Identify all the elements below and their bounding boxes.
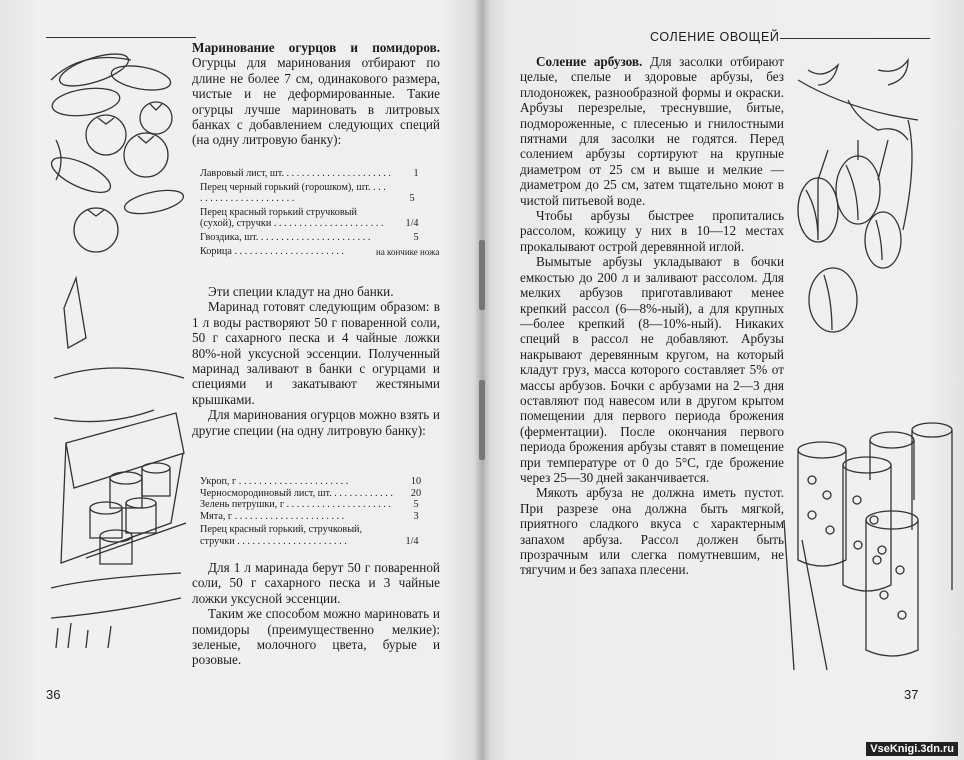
right-page-number: 37 bbox=[904, 687, 919, 702]
recipe-name: Перец красный горький стручковый (сухой), стручки . . . bbox=[200, 207, 390, 230]
recipe-row bbox=[200, 511, 438, 523]
recipe-amount: на кончике ножа bbox=[376, 247, 440, 258]
recipe-amount: 1/4 bbox=[405, 535, 419, 547]
recipe-row bbox=[200, 246, 438, 258]
left-top-rule bbox=[46, 37, 196, 38]
recipe-name: Перец красный горький, стручковый, стручки . . . bbox=[200, 524, 390, 547]
recipe-row bbox=[200, 524, 438, 547]
recipe-amount: 5 bbox=[413, 231, 419, 243]
left-paragraph-6: Таким же способом можно мариновать и помидоры (преимущественно мелкие): зеленые, молочного цвета, бурые и розовые. bbox=[192, 606, 440, 668]
left-page-number: 36 bbox=[46, 687, 61, 702]
watermark: VseKnigi.3dn.ru bbox=[866, 742, 958, 756]
recipe-name: Укроп, г . . . bbox=[200, 476, 394, 488]
recipe-amount: 1/4 bbox=[405, 218, 419, 230]
left-text-block-3 bbox=[192, 560, 440, 668]
recipe-row bbox=[200, 232, 438, 244]
left-text-block-1 bbox=[192, 40, 440, 148]
left-paragraph-4: Для маринования огурцов можно взять и другие специи (на одну литровую банку): bbox=[192, 407, 440, 438]
garden-jars-illustration bbox=[46, 268, 186, 668]
binding-stitch bbox=[479, 380, 485, 460]
recipe-name: Корица . . . bbox=[200, 246, 376, 258]
recipe-table-2 bbox=[200, 476, 438, 548]
preserve-jars-illustration bbox=[782, 420, 962, 680]
right-top-rule bbox=[780, 38, 930, 39]
right-page bbox=[482, 0, 964, 760]
recipe-row bbox=[200, 488, 438, 500]
recipe-amount: 1 bbox=[413, 168, 419, 179]
recipe-row bbox=[200, 499, 438, 511]
recipe-name: Лавровый лист, шт. . . . bbox=[200, 168, 394, 180]
running-head: СОЛЕНИЕ ОВОЩЕЙ bbox=[650, 30, 780, 44]
left-paragraph-2: Эти специи кладут на дно банки. bbox=[208, 284, 394, 299]
right-paragraph-2: Чтобы арбузы быстрее пропитались рассолом, кожицу у них в 10—12 местах прокалывают острой деревянной иглой. bbox=[520, 208, 784, 254]
recipe-amount: 10 bbox=[410, 476, 422, 487]
right-paragraph-1: Для засолки отбирают целые, спелые и здоровые арбузы, без плодоножек, разнообразной формы и окраски. Арбузы перезрелые, треснувшие, битые, подмороженные, с плесенью и гнилостными пятнами для засолки не годятся. Перед солением арбузы сортируют на крупные диаметром от 25 см и выше и мелкие — диаметром до 25 см, затем тщательно моют в чистой питьевой воде. bbox=[520, 54, 784, 208]
recipe-name: Перец черный горький (горошком), шт. . . . bbox=[200, 182, 390, 205]
binding-stitch bbox=[479, 240, 485, 310]
left-paragraph-1: Огурцы для маринования отбирают по длине не более 7 см, одинакового размера, чистые и не деформированные. Такие огурцы лучше мариновать в литровых банках с добавлением следующих специй (на одну литровую банку): bbox=[192, 55, 440, 148]
recipe-amount: 3 bbox=[413, 510, 419, 522]
right-paragraph-3: Вымытые арбузы укладывают в бочки емкостью до 200 л и заливают рассолом. Для мелких арбузов приготавливают менее крепкий рассол (6—8%-ный), а для крупных—более крепкий (8—10%-ный). Никаких специй в рассол не добавляют. Арбузы накрывают деревянным кругом, на который кладут груз, масса которого составляет 5% от массы арбузов. Бочки с арбузами на 2—3 дня оставляют под навесом или в другом крытом помещении для первого периода брожения (ферментации). После окончания первого периода брожения арбузы ставят в помещение при температуре от 0 до 5°С, где брожение через 25—30 дней заканчивается. bbox=[520, 254, 784, 485]
recipe-row bbox=[200, 182, 438, 205]
right-paragraph-4: Мякоть арбуза не должна иметь пустот. При разрезе она должна быть мягкой, приятного сладкого вкуса с характерным запахом арбуза. Рассол должен быть прозрачным или слегка помутневшим, не тягучим и без запаха плесени. bbox=[520, 485, 784, 578]
recipe-name: Зелень петрушки, г . . . bbox=[200, 499, 394, 511]
gooseberry-illustration bbox=[788, 50, 938, 350]
left-section-title: Маринование огурцов и помидоров. bbox=[192, 40, 440, 55]
recipe-name: Гвоздика, шт. . . . bbox=[200, 232, 394, 244]
recipe-row bbox=[200, 207, 438, 230]
recipe-name: Мята, г . . . bbox=[200, 511, 394, 523]
left-paragraph-5: Для 1 л маринада берут 50 г поваренной соли, 50 г сахарного песка и 3 чайные ложки уксусной эссенции. bbox=[192, 560, 440, 606]
recipe-row bbox=[200, 168, 438, 180]
recipe-name: Черносмородиновый лист, шт. . . . bbox=[200, 488, 394, 500]
recipe-amount: 20 bbox=[410, 487, 422, 499]
right-section-title: Соление арбузов. bbox=[536, 54, 643, 69]
left-paragraph-3: Маринад готовят следующим образом: в 1 л воды растворяют 50 г поваренной соли, 50 г сахарного песка и 4 чайные ложки 80%-ной уксусной эссенции. Полученный маринад заливают в банки с огурцами и специями и закатывают жестяными крышками. bbox=[192, 299, 440, 407]
recipe-amount: 5 bbox=[409, 193, 415, 205]
cucumbers-tomatoes-illustration bbox=[46, 40, 186, 260]
recipe-amount: 5 bbox=[413, 499, 419, 511]
recipe-table-1 bbox=[200, 168, 438, 257]
right-text-block bbox=[520, 54, 784, 578]
left-text-block-2 bbox=[192, 284, 440, 438]
recipe-row bbox=[200, 476, 438, 488]
